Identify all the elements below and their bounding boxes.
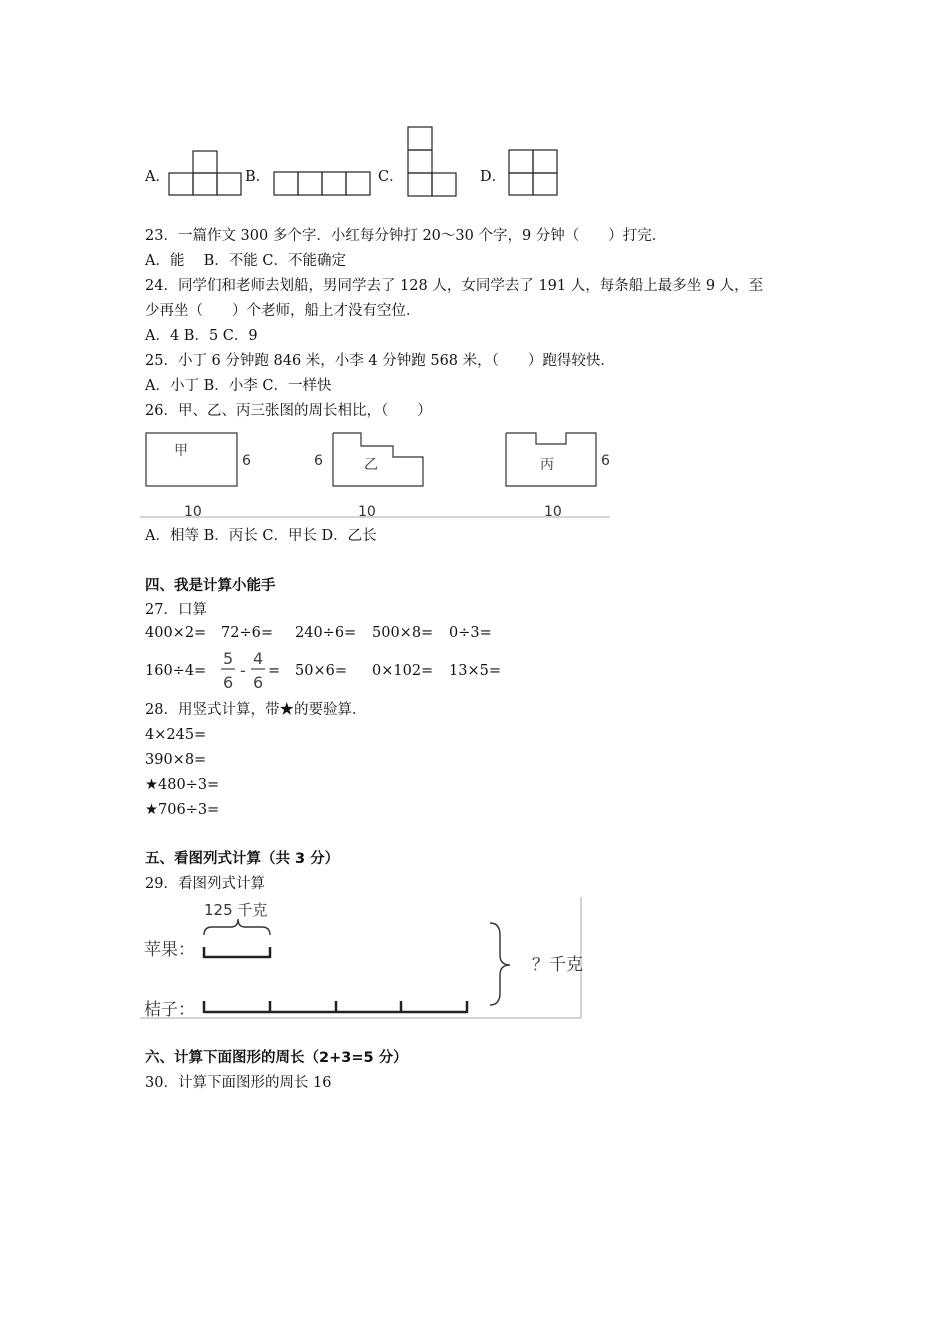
fraction2-numerator: 4 xyxy=(253,649,264,668)
apple-label: 苹果： xyxy=(144,940,195,960)
section4-title: 四、我是计算小能手 xyxy=(145,578,276,594)
q28-item4: ★706÷3= xyxy=(145,802,220,818)
q28-title: 28．用竖式计算，带★的要验算． xyxy=(145,702,367,718)
q26-stem: 26．甲、乙、丙三张图的周长相比，（ ） xyxy=(145,403,432,419)
fraction1-numerator: 5 xyxy=(223,649,234,668)
fraction-equals: = xyxy=(268,663,281,679)
figure-bing-height: 6 xyxy=(601,453,610,469)
figure-jia-height: 6 xyxy=(242,453,251,469)
minus-sign: - xyxy=(240,661,246,680)
option-d-figure xyxy=(507,148,559,198)
figure-yi-label: 乙 xyxy=(364,457,378,473)
figure-jia-label: 甲 xyxy=(174,443,188,459)
q30-title: 30．计算下面图形的周长 16 xyxy=(145,1075,332,1091)
option-c-label: C． xyxy=(378,169,404,185)
calc-row1-item5: 0÷3= xyxy=(449,625,492,641)
calc-row1-item4: 500×8= xyxy=(372,625,434,641)
q26-options: A．相等 B．丙长 C．甲长 D．乙长 xyxy=(145,528,377,544)
calc-row2-item4: 0×102= xyxy=(372,663,434,679)
q29-title: 29．看图列式计算 xyxy=(145,876,265,892)
q25-options: A．小丁 B．小李 C．一样快 xyxy=(145,378,332,394)
orange-label: 桔子： xyxy=(144,1000,195,1020)
calc-row1-item1: 400×2= xyxy=(145,625,207,641)
apple-weight: 125 千克 xyxy=(204,901,268,919)
q28-item2: 390×8= xyxy=(145,752,207,768)
figure-jia-width: 10 xyxy=(184,504,202,520)
calc-row2-item1: 160÷4= xyxy=(145,663,207,679)
fraction1-denominator: 6 xyxy=(223,673,234,692)
total-question: ？千克 xyxy=(532,955,583,975)
section6-title: 六、计算下面图形的周长（2+3=5 分） xyxy=(145,1050,408,1066)
q23-stem: 23．一篇作文 300 多个字．小红每分钟打 20～30 个字，9 分钟（ ）打完． xyxy=(145,228,667,244)
calc-row1-item2: 72÷6= xyxy=(221,625,273,641)
q24-stem-line1: 24．同学们和老师去划船，男同学去了 128 人，女同学去了 191 人，每条船上最多坐 9 人，至 xyxy=(145,278,764,294)
calc-row1-item3: 240÷6= xyxy=(295,625,357,641)
section5-title: 五、看图列式计算（共 3 分） xyxy=(145,851,340,867)
calc-row2-item3: 50×6= xyxy=(295,663,347,679)
option-d-label: D． xyxy=(480,169,507,185)
figure-yi xyxy=(333,433,423,486)
q23-options: A．能 B．不能 C．不能确定 xyxy=(145,253,346,269)
q27-title: 27．口算 xyxy=(145,602,207,618)
apple-brace xyxy=(204,919,270,935)
figure-bing-width: 10 xyxy=(544,504,562,520)
total-brace xyxy=(490,923,510,1005)
option-a-figure xyxy=(168,148,242,198)
option-b-figure xyxy=(273,170,371,198)
figure-jia xyxy=(146,433,237,486)
q25-stem: 25．小丁 6 分钟跑 846 米，小李 4 分钟跑 568 米，（ ）跑得较快． xyxy=(145,353,615,369)
figure-yi-height: 6 xyxy=(314,453,323,469)
option-b-label: B． xyxy=(245,169,271,185)
q24-options: A．4 B．5 C．9 xyxy=(145,328,258,344)
figure-yi-width: 10 xyxy=(358,504,376,520)
figure-bing-label: 丙 xyxy=(540,457,554,473)
bar-diagram xyxy=(140,895,585,1023)
calc-row2-item5: 13×5= xyxy=(449,663,501,679)
perimeter-figures xyxy=(140,425,615,521)
q28-item3: ★480÷3= xyxy=(145,777,220,793)
fraction2-denominator: 6 xyxy=(253,673,264,692)
option-a-label: A． xyxy=(145,169,170,185)
q28-item1: 4×245= xyxy=(145,727,207,743)
option-c-figure xyxy=(406,124,458,198)
q24-stem-line2: 少再坐（ ）个老师，船上才没有空位． xyxy=(145,303,421,319)
